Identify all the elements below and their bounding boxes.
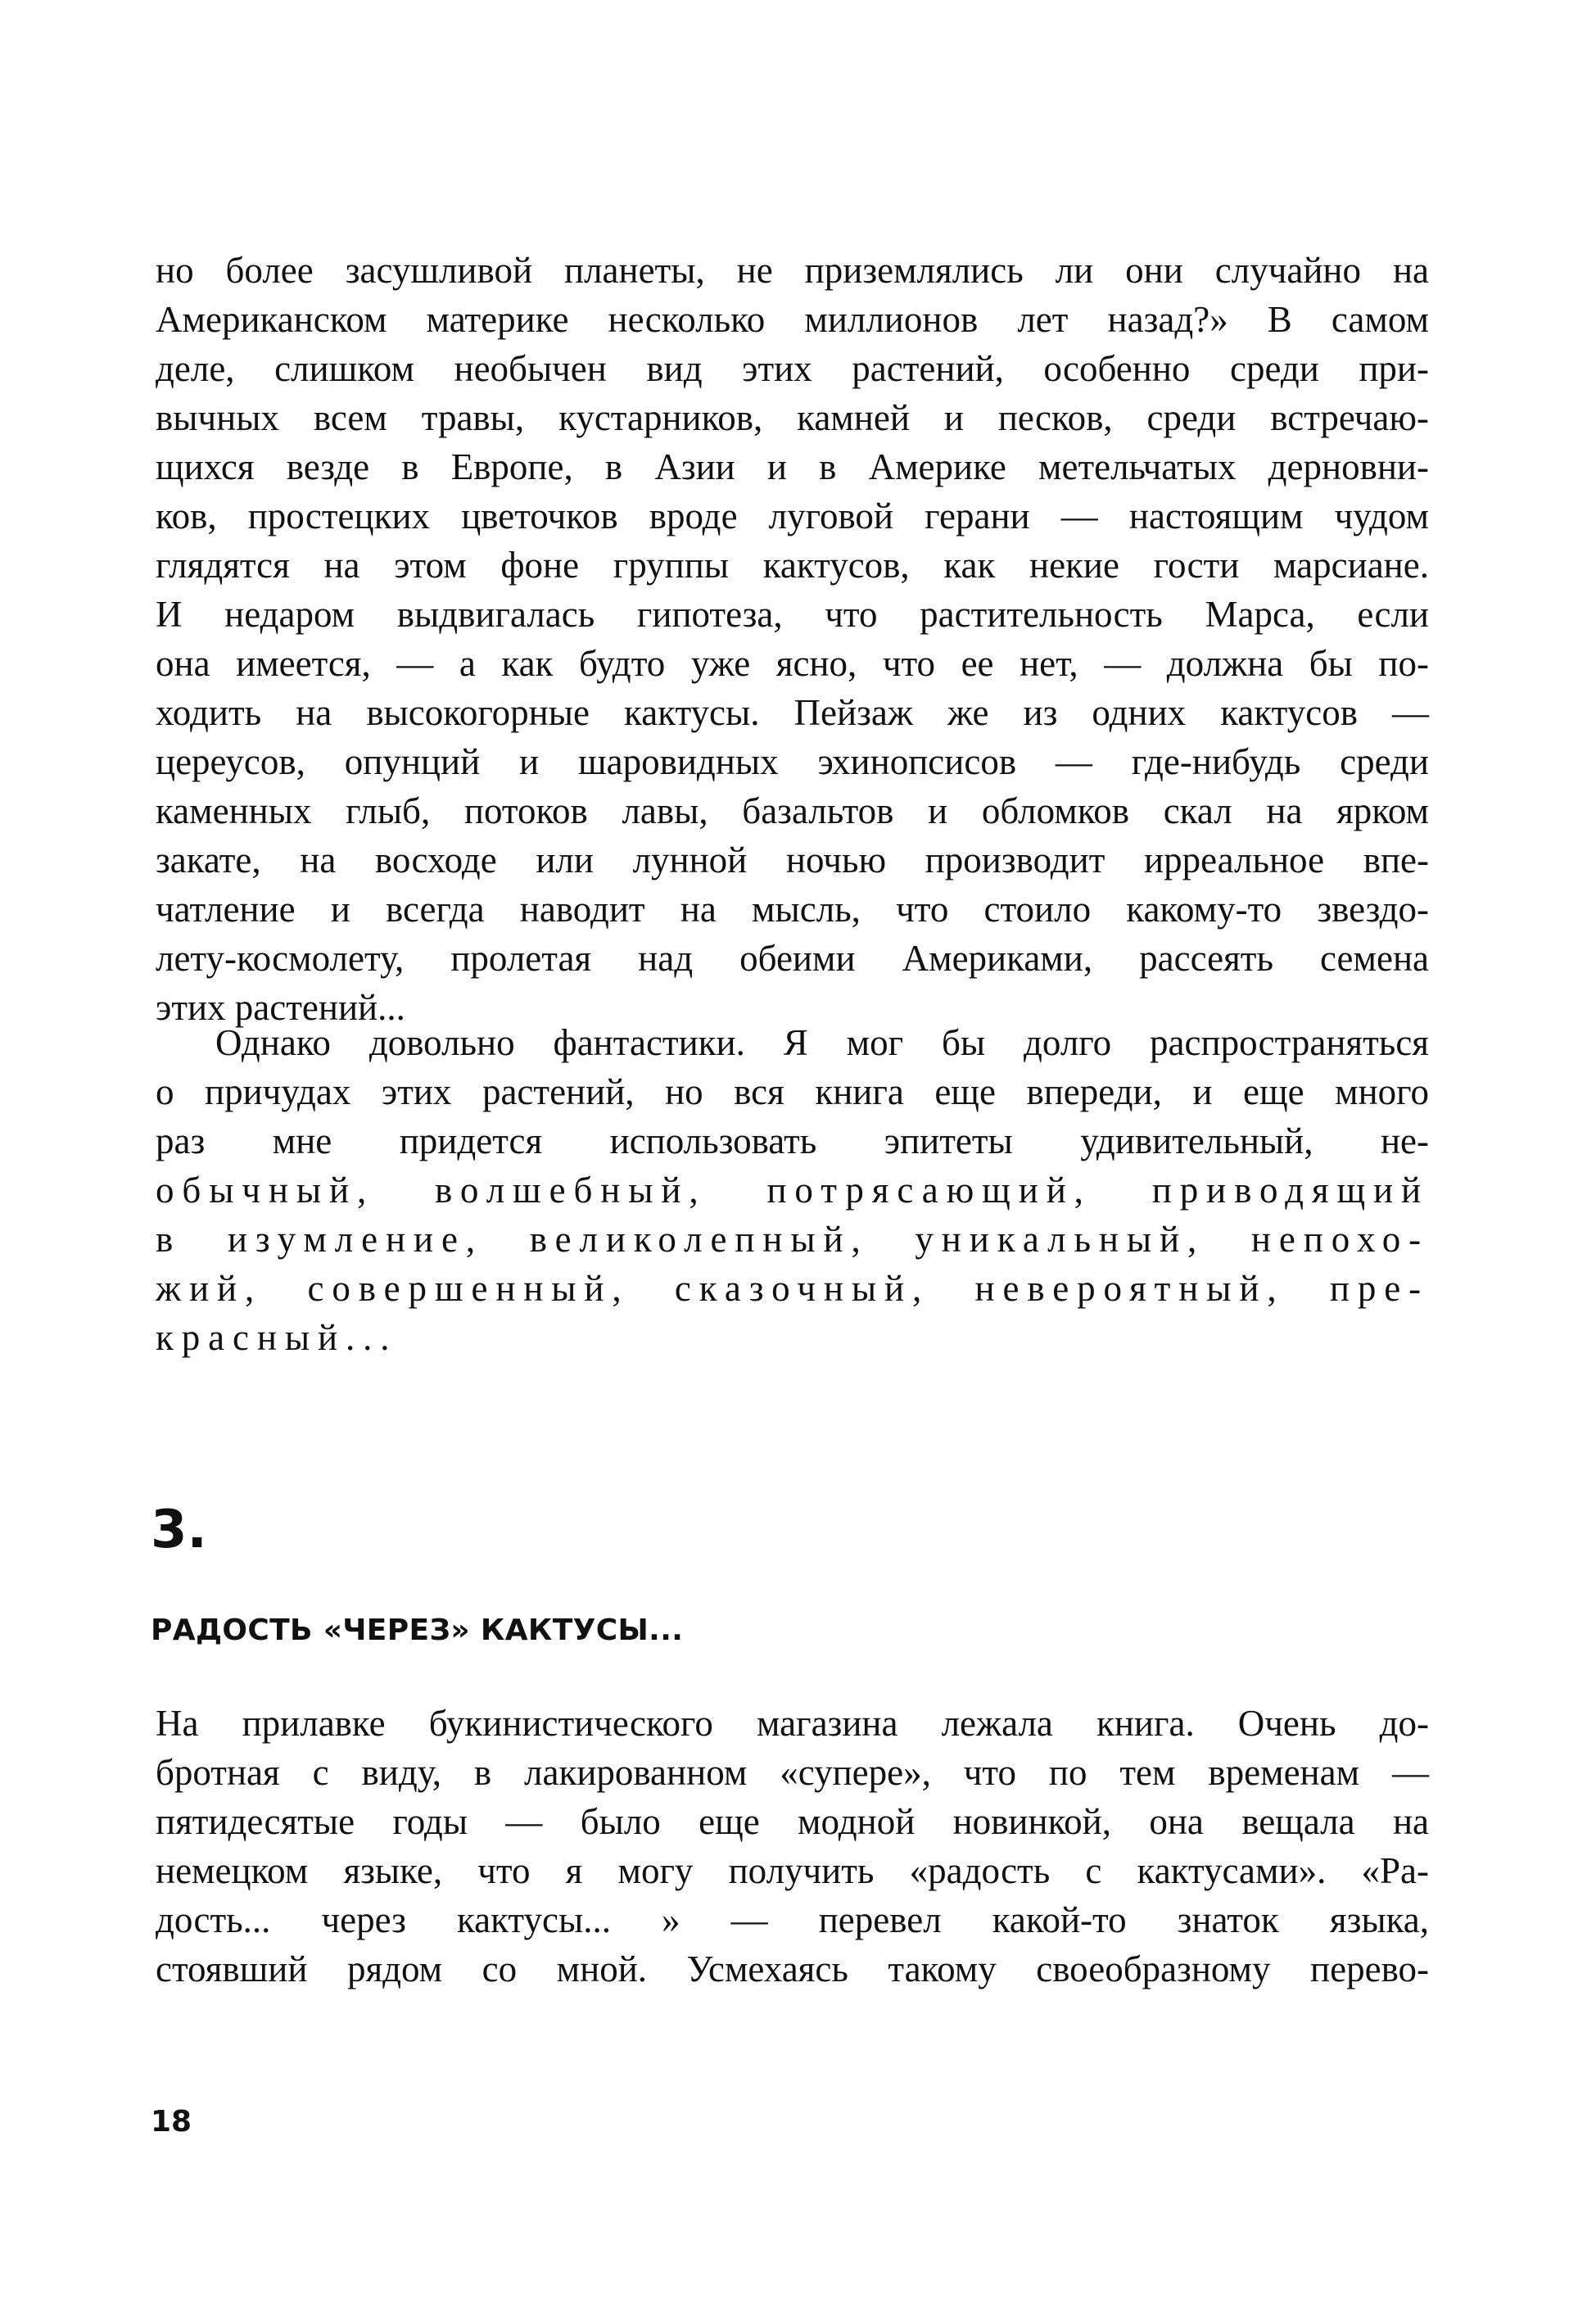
text-line: стоявший рядом со мной. Усмехаясь такому своеобразному перево- (156, 1949, 1429, 1989)
text-line: жий, совершенный, сказочный, невероятный, пре- (156, 1268, 1429, 1309)
text-line: вычных всем травы, кустарников, камней и песков, среди встречаю- (156, 397, 1429, 438)
paragraph-2 (156, 1018, 1429, 1362)
text-line: На прилавке букинистического магазина лежала книга. Очень до- (156, 1703, 1429, 1744)
text-line: закате, на восходе или лунной ночью производит ирреальное впе- (156, 840, 1429, 880)
text-line: она имеется, — а как будто уже ясно, что ее нет, — должна бы по- (156, 643, 1429, 684)
section-number: 3. (151, 1500, 207, 1560)
text-line: обычный, волшебный, потрясающий, приводящий (156, 1170, 1429, 1211)
text-line: каменных глыб, потоков лавы, базальтов и обломков скал на ярком (156, 790, 1429, 831)
text-line: Американском материке несколько миллионов лет назад?» В самом (156, 299, 1429, 340)
text-line: дость... через кактусы... » — перевел какой-то знаток языка, (156, 1899, 1429, 1940)
text-line: ходить на высокогорные кактусы. Пейзаж же из одних кактусов — (156, 692, 1429, 733)
section-title: РАДОСТЬ «ЧЕРЕЗ» КАКТУСЫ... (151, 1614, 684, 1647)
text-line: лету-космолету, пролетая над обеими Америками, рассеять семена (156, 938, 1429, 979)
text-line: глядятся на этом фоне группы кактусов, как некие гости марсиане. (156, 545, 1429, 586)
page-number: 18 (151, 2105, 192, 2139)
text-line: пятидесятые годы — было еще модной новинкой, она вещала на (156, 1801, 1429, 1842)
text-line: ков, простецких цветочков вроде луговой герани — настоящим чудом (156, 496, 1429, 536)
text-line: раз мне придется использовать эпитеты удивительный, не- (156, 1120, 1429, 1161)
text-line: этих растений... (156, 987, 405, 1028)
text-line: чатление и всегда наводит на мысль, что стоило какому-то звездо- (156, 889, 1429, 930)
text-line: бротная с виду, в лакированном «супере», что по тем временам — (156, 1752, 1429, 1793)
text-line: деле, слишком необычен вид этих растений, особенно среди при- (156, 348, 1429, 389)
text-line: И недаром выдвигалась гипотеза, что растительность Марса, если (156, 594, 1429, 635)
paragraph-3 (156, 1699, 1429, 1994)
text-line: цереусов, опунций и шаровидных эхинопсисов — где-нибудь среди (156, 741, 1429, 782)
text-line: в изумление, великолепный, уникальный, непохо- (156, 1219, 1429, 1260)
text-line: красный... (156, 1317, 398, 1358)
text-line: немецком языке, что я могу получить «радость с кактусами». «Ра- (156, 1850, 1429, 1891)
text-line: щихся везде в Европе, в Азии и в Америке метельчатых дерновни- (156, 446, 1429, 487)
paragraph-1 (156, 246, 1429, 1032)
text-line: Однако довольно фантастики. Я мог бы долго распространяться (215, 1022, 1429, 1063)
text-line: о причудах этих растений, но вся книга еще впереди, и еще много (156, 1071, 1429, 1112)
text-line: но более засушливой планеты, не приземлялись ли они случайно на (156, 250, 1429, 291)
